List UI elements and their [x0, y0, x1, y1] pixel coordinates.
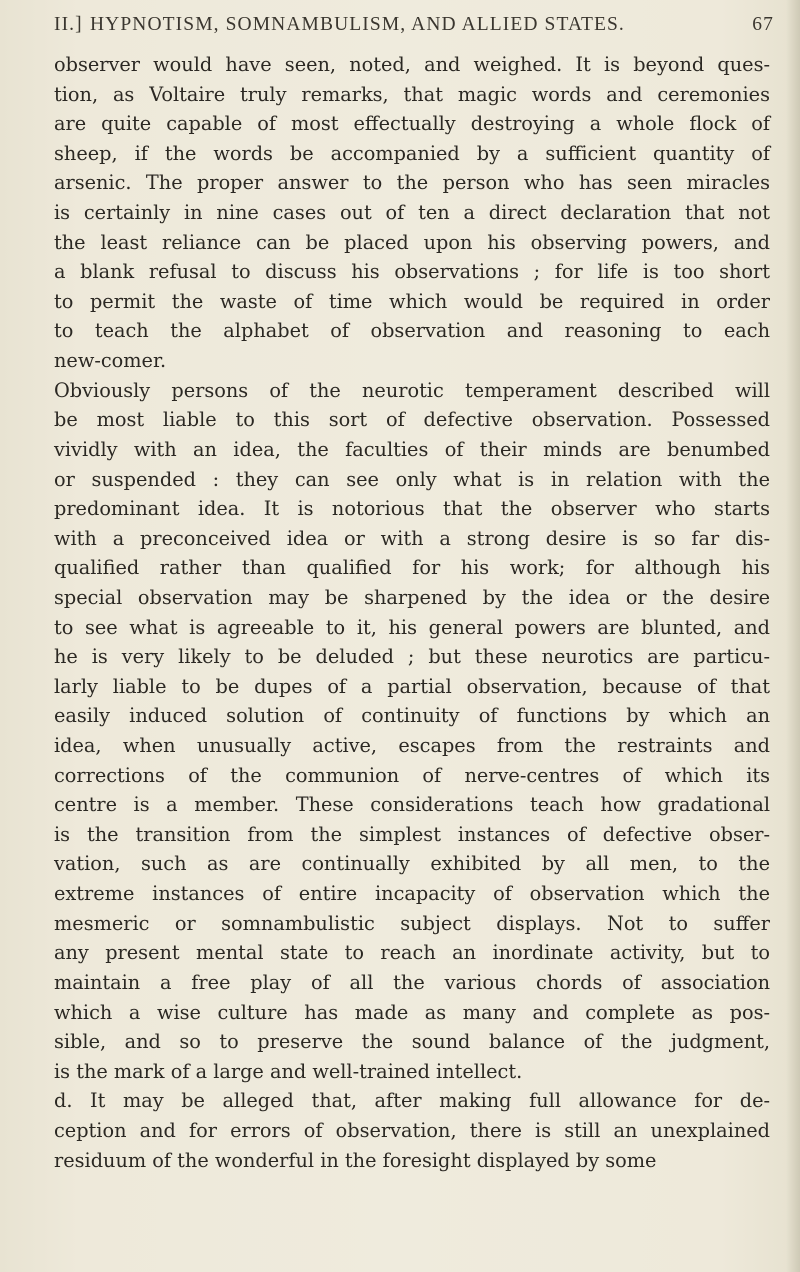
text-line: with a preconceived idea or with a strong desire is so far dis-: [54, 526, 770, 550]
text-line: maintain a free play of all the various chords of association: [54, 970, 770, 994]
running-title: HYPNOTISM, SOMNAMBULISM, AND ALLIED STATES.: [90, 14, 625, 35]
text-line: a blank refusal to discuss his observations ; for life is too short: [54, 260, 770, 284]
text-line: sible, and so to preserve the sound balance of the judgment,: [54, 1030, 770, 1054]
text-line: ception and for errors of observation, there is still an unexplained: [54, 1118, 770, 1142]
text-line: any present mental state to reach an inordinate activity, but to: [54, 941, 770, 965]
text-line: corrections of the communion of nerve-centres of which its: [54, 763, 770, 787]
text-line: is the mark of a large and well-trained intellect.: [54, 1059, 523, 1083]
text-line: tion, as Voltaire truly remarks, that magic words and ceremonies: [54, 82, 770, 106]
text-line: arsenic. The proper answer to the person who has seen miracles: [54, 171, 770, 195]
section-number: II.]: [54, 14, 83, 35]
page-edge-shadow: [786, 0, 800, 1272]
text-line: special observation may be sharpened by the idea or the desire: [54, 585, 770, 609]
text-line: mesmeric or somnambulistic subject displays. Not to suffer: [54, 911, 770, 935]
text-line: d. It may be alleged that, after making full allowance for de-: [54, 1089, 770, 1113]
text-line: be most liable to this sort of defective observation. Possessed: [54, 408, 770, 432]
body-text: [54, 50, 770, 1175]
text-line: vividly with an idea, the faculties of their minds are benumbed: [54, 437, 770, 461]
text-line: residuum of the wonderful in the foresight displayed by some: [54, 1148, 657, 1172]
text-line: predominant idea. It is notorious that the observer who starts: [54, 497, 770, 521]
text-line: observer would have seen, noted, and weighed. It is beyond ques-: [54, 53, 770, 76]
text-line: is certainly in nine cases out of ten a direct declaration that not: [54, 201, 770, 225]
text-line: vation, such as are continually exhibited by all men, to the: [54, 852, 770, 876]
text-line: sheep, if the words be accompanied by a sufficient quantity of: [54, 141, 770, 165]
text-line: he is very likely to be deluded ; but these neurotics are particu-: [54, 645, 770, 669]
text-line: Obviously persons of the neurotic temperament described will: [54, 378, 770, 402]
text-line: or suspended : they can see only what is in relation with the: [54, 467, 770, 491]
text-line: to teach the alphabet of observation and reasoning to each: [54, 319, 770, 343]
text-line: extreme instances of entire incapacity of observation which the: [54, 882, 770, 906]
text-line: to see what is agreeable to it, his general powers are blunted, and: [54, 615, 770, 639]
page-number: 67: [752, 14, 774, 35]
text-line: larly liable to be dupes of a partial observation, because of that: [54, 674, 770, 698]
text-line: centre is a member. These considerations teach how gradational: [54, 793, 770, 817]
text-line: the least reliance can be placed upon his observing powers, and: [54, 230, 770, 254]
text-line: qualified rather than qualified for his work; for although his: [54, 556, 770, 580]
text-line: are quite capable of most effectually destroying a whole flock of: [54, 112, 770, 136]
text-line: idea, when unusually active, escapes from the restraints and: [54, 734, 770, 758]
text-line: is the transition from the simplest instances of defective obser-: [54, 822, 770, 846]
running-head: [54, 10, 774, 38]
text-line: to permit the waste of time which would be required in order: [54, 289, 770, 313]
text-line: easily induced solution of continuity of functions by which an: [54, 704, 770, 728]
text-line: new-comer.: [54, 349, 167, 373]
text-line: which a wise culture has made as many and complete as pos-: [54, 1000, 770, 1024]
